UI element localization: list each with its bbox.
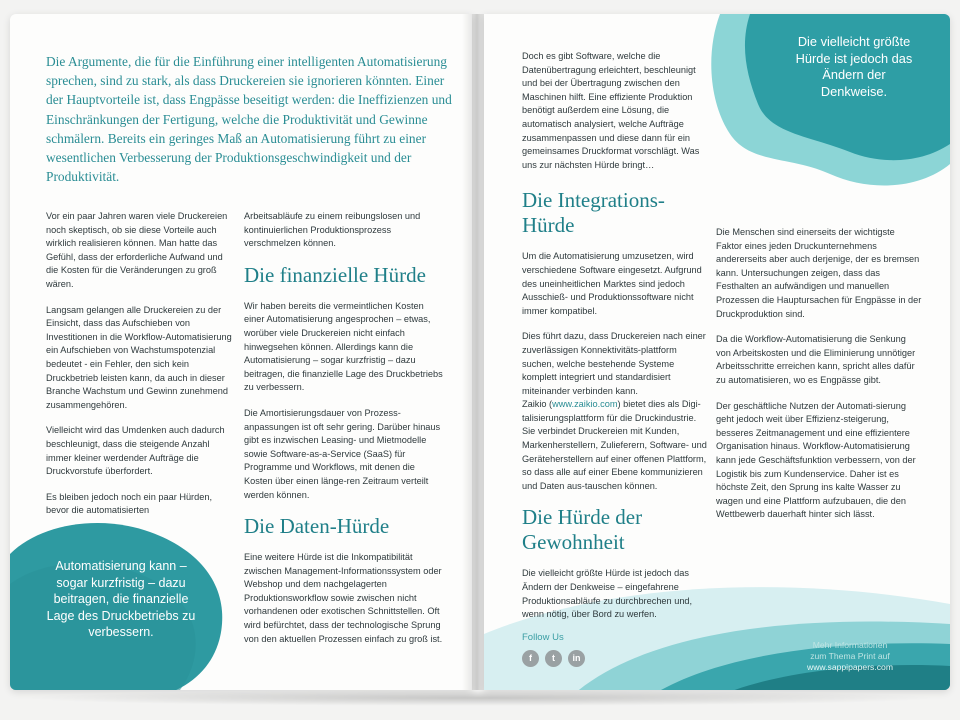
paragraph: Vielleicht wird das Umdenken auch dadurch beschleunigt, dass die steigende Anzahl immer kleiner werdender Aufträge die Druckvorstufe überfordert. — [46, 425, 225, 477]
heading-habit: Die Hürde der Gewohnheit — [522, 505, 643, 555]
intro-paragraph: Die Argumente, die für die Einführung einer intelligenten Automatisierung sprechen, sind zu stark, als dass Druckereien sie ignorieren könnten. Einer der Hauptvorteile ist, dass Engpässe beseitigt werden: die Ineffizienzen und Einschränkungen der Fertigung, welche die Produktivität und Gewinne schmälern. Bereits ein geringes Maß an Automatisierung führt zu einer wesentlichen Verbesserung der Produktionsgeschwindigkeit und der Produktivität. — [46, 54, 452, 185]
paragraph: Die Menschen sind einerseits der wichtigste Faktor eines jeden Druckunternehmens andererseits aber auch derjenige, der es bremsen kann. Untersuchungen zeigen, dass das Festhalten an aufwändigen und manuellen Prozessen die Hauptursachen für Engpässe in der Druckproduktion sind. — [716, 227, 922, 319]
paragraph: Arbeitsabläufe zu einem reibungslosen und kontinuierlichen Produktionsprozess verschmelzen können. — [244, 211, 421, 249]
paragraph: Der geschäftliche Nutzen der Automati-sierung geht jedoch weit über Effizienz-steigerung, besseres Zeitmanagement und eine effizientere Organisation hinaus. Workflow-Automatisierung kann jede Geschäftsfunktion verbessern, von der Logistik bis zum Kundenservice. Daher ist es höchste Zeit, den Sprung ins kalte Wasser zu wagen und eine Plattform aufzubauen, die den Wettbewerb dauerhaft hinter sich lässt. — [716, 400, 916, 520]
paragraph: Doch es gibt Software, welche die Datenübertragung erleichtert, beschleunigt und bei der Übertragung zwischen den Maschinen hilft. Eine effiziente Produktion benötigt außerdem eine Lösung, die automatisch analysiert, welche Aufträge zusammenpassen und diese dann für ein gemeinsames Druckformat vorschlägt. Was uns zur nächsten Hürde bringt… — [522, 51, 700, 170]
zaikio-suffix: ) bietet dies als Digi-talisierungsplattform für die Druckindustrie. Sie verbindet Druckereien mit Kunden, Markenherstellern, Zulieferern, Software- und Geräteherstellern auf einer offenen Plattform, so dass alle auf einer Ebene kommunizieren und Daten aus-tauschen können. — [522, 399, 707, 491]
right-page — [484, 14, 950, 690]
more-info-url[interactable]: www.sappipapers.com — [807, 662, 893, 673]
paragraph: Wir haben bereits die vermeintlichen Kosten einer Automatisierung angesprochen – etwas, worüber viele Druckereien nicht einfach hinwegsehen können. Allerdings kann die Automatisierung – sogar kurzfristig – dazu beitragen, die finanzielle Lage des Druckbetriebs zu verbessern. — [244, 300, 443, 393]
magazine-shadow — [20, 690, 940, 706]
heading-integration: Die Integrations-Hürde — [522, 188, 665, 238]
right-column-1 — [522, 50, 710, 634]
more-info — [788, 640, 912, 674]
paragraph — [522, 398, 710, 493]
paragraph: Langsam gelangen alle Druckereien zu der Einsicht, dass das Aufschieben von Investitionen in die Workflow-Automatisierung ein Aufschieben von Wachstumspotenzial bedeutet - ein Fehler, den sich kein Druckbetrieb leisten kann, da auch in dieser Branche Wachstum und Gewinn zunehmend zusammengehören. — [46, 304, 232, 410]
left-page — [10, 14, 472, 690]
heading-financial: Die finanzielle Hürde — [244, 262, 426, 287]
twitter-icon[interactable]: t — [545, 650, 562, 667]
follow-us-label: Follow Us — [522, 632, 564, 643]
left-column-2 — [244, 210, 444, 658]
paragraph: Eine weitere Hürde ist die Inkompatibilität zwischen Management-Informationssystem oder Webshop und dem nachgelagerten Produktionsworkflow sowie zwischen nicht vorhandenen oder exotischen Schnittstellen. Oft wird befürchtet, dass der technologische Sprung von den aktuellen Prozessen einfach zu groß ist. — [244, 552, 443, 644]
paragraph: Die vielleicht größte Hürde ist jedoch das Ändern der Denkweise – eingefahrene Produktionsabläufe zu durchbrechen und, wenn nötig, über Bord zu werfen. — [522, 568, 693, 620]
pull-quote-right: Die vielleicht größte Hürde ist jedoch das Ändern der Denkweise. — [795, 34, 913, 99]
linkedin-icon[interactable]: in — [568, 650, 585, 667]
pull-quote-left: Automatisierung kann – sogar kurzfristig – dazu beitragen, die finanzielle Lage des Druckbetriebs zu verbessern. — [46, 559, 196, 639]
left-column-1 — [46, 210, 234, 530]
more-info-line-2: zum Thema Print auf — [810, 651, 890, 662]
paragraph: Da die Workflow-Automatisierung die Senkung von Arbeitskosten und die Eliminierung unnötiger Arbeitsschritte erreichen kann, spricht alles dafür zu automatisieren, wo es Engpässe gibt. — [716, 334, 916, 385]
zaikio-prefix: Zaikio ( — [522, 399, 553, 410]
paragraph: Es bleiben jedoch noch ein paar Hürden, bevor die automatisierten — [46, 491, 212, 516]
paragraph: Die Amortisierungsdauer von Prozess-anpassungen ist oft sehr gering. Darüber hinaus gibt es inzwischen Leasing- und Mietmodelle sowie Software-as-a-Service (SaaS) für Programme und Workflows, mit denen die Kosten über einen länge-ren Zeitraum verteilt werden können. — [244, 407, 441, 500]
paragraph: Um die Automatisierung umzusetzen, wird verschiedene Software eingesetzt. Aufgrund des uneinheitlichen Marktes sind jedoch Ausschieß- und Produktionssoftware nicht immer kompatibel. — [522, 251, 702, 316]
paragraph: Vor ein paar Jahren waren viele Druckereien noch skeptisch, ob sie diese Vorteile auch wirklich realisieren können. Man hatte das Gefühl, dass der erforderliche Aufwand und die Kosten für die Veränderungen zu groß wären. — [46, 211, 228, 289]
facebook-icon[interactable]: f — [522, 650, 539, 667]
more-info-line-1: Mehr Informationen — [812, 640, 888, 650]
paragraph: Dies führt dazu, dass Druckereien nach einer zuverlässigen Konnektivitäts-plattform suchen, welche bestehende Systeme komplett integriert und standardisiert miteinander verbinden kann. — [522, 331, 706, 396]
zaikio-link[interactable]: www.zaikio.com — [552, 399, 618, 410]
heading-data: Die Daten-Hürde — [244, 514, 390, 539]
right-column-2 — [716, 226, 922, 534]
